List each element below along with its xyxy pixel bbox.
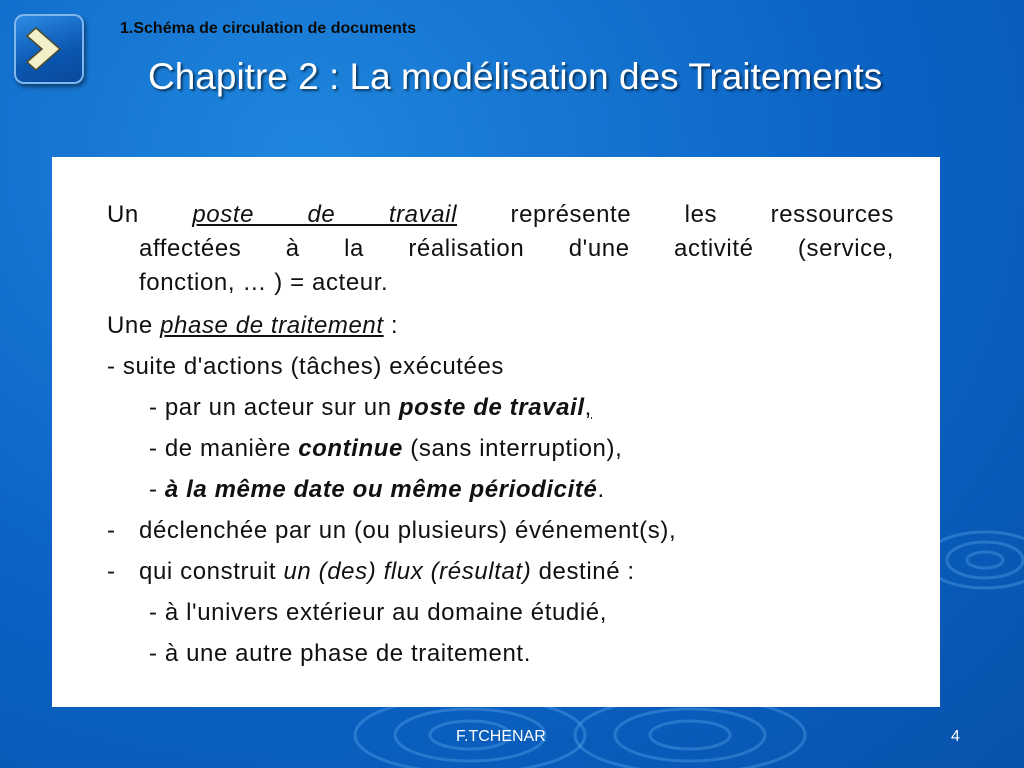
term-poste-de-travail: poste de travail	[192, 201, 458, 228]
list-dash: -	[107, 558, 116, 585]
list-dash: -	[107, 517, 116, 544]
list-item-construit: - qui construit un (des) flux (résultat) destiné :	[107, 558, 635, 585]
paragraph-phase-de-traitement: Une phase de traitement :	[107, 312, 399, 339]
section-label: 1.Schéma de circulation de documents	[120, 20, 417, 37]
list-item-suite-actions: - suite d'actions (tâches) exécutées	[107, 353, 505, 380]
sub-item-autre-phase: - à une autre phase de traitement.	[149, 640, 531, 667]
sub-item-acteur: - par un acteur sur un poste de travail,	[149, 394, 592, 421]
sub-item-continue: - de manière continue (sans interruption),	[149, 435, 623, 462]
footer-author: F.TCHENAR	[456, 728, 546, 745]
content-box	[52, 157, 940, 707]
slide-title: Chapitre 2 : La modélisation des Traitements	[148, 56, 883, 97]
sub-item-meme-date: - à la même date ou même périodicité.	[149, 476, 605, 503]
paragraph-line-2: affectées à la réalisation d'une activité (service,	[139, 235, 894, 262]
page-number: 4	[951, 728, 960, 745]
list-item-declenchee: - déclenchée par un (ou plusieurs) événement(s),	[107, 517, 677, 544]
next-slide-button[interactable]	[14, 14, 84, 84]
paragraph-poste-de-travail: Un poste de travail représente les ressources	[107, 201, 894, 228]
paragraph-line-3: fonction, … ) = acteur.	[139, 269, 389, 296]
term-phase-de-traitement: phase de traitement	[160, 312, 384, 339]
sub-item-univers: - à l'univers extérieur au domaine étudié,	[149, 599, 608, 626]
chevron-right-icon	[14, 14, 84, 84]
